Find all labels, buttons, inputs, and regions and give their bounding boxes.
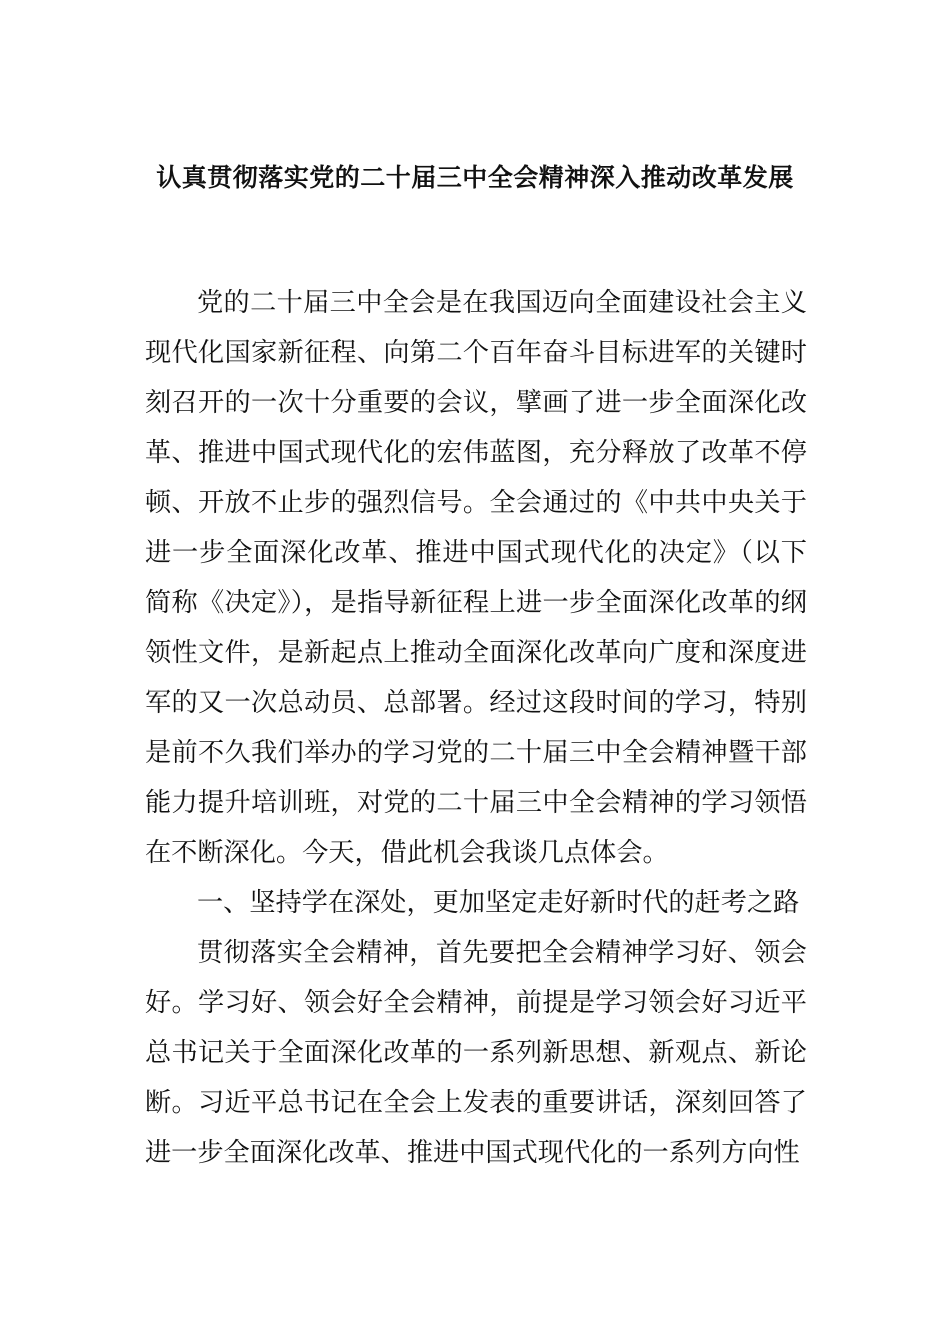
document-body (145, 278, 807, 1178)
document-title: 认真贯彻落实党的二十届三中全会精神深入推动改革发展 (156, 163, 794, 192)
section-heading: 一、坚持学在深处，更加坚定走好新时代的赶考之路 (197, 888, 800, 918)
section-paragraph: 贯彻落实全会精神，首先要把全会精神学习好、领会好。学习好、领会好全会精神，前提是学习领会好习近平总书记关于全面深化改革的一系列新思想、新观点、新论断。习近平总书记在全会上发表的重要讲话，深刻回答了进一步全面深化改革、推进中国式现代化的一系列方向性 (145, 938, 807, 1168)
intro-paragraph: 党的二十届三中全会是在我国迈向全面建设社会主义现代化国家新征程、向第二个百年奋斗目标进军的关键时刻召开的一次十分重要的会议，擘画了进一步全面深化改革、推进中国式现代化的宏伟蓝图，充分释放了改革不停顿、开放不止步的强烈信号。全会通过的《中共中央关于进一步全面深化改革、推进中国式现代化的决定》（以下简称《决定》），是指导新征程上进一步全面深化改革的纲领性文件，是新起点上推动全面深化改革向广度和深度进军的又一次总动员、总部署。经过这段时间的学习，特别是前不久我们举办的学习党的二十届三中全会精神暨干部能力提升培训班，对党的二十届三中全会精神的学习领悟在不断深化。今天，借此机会我谈几点体会。 (145, 288, 807, 868)
